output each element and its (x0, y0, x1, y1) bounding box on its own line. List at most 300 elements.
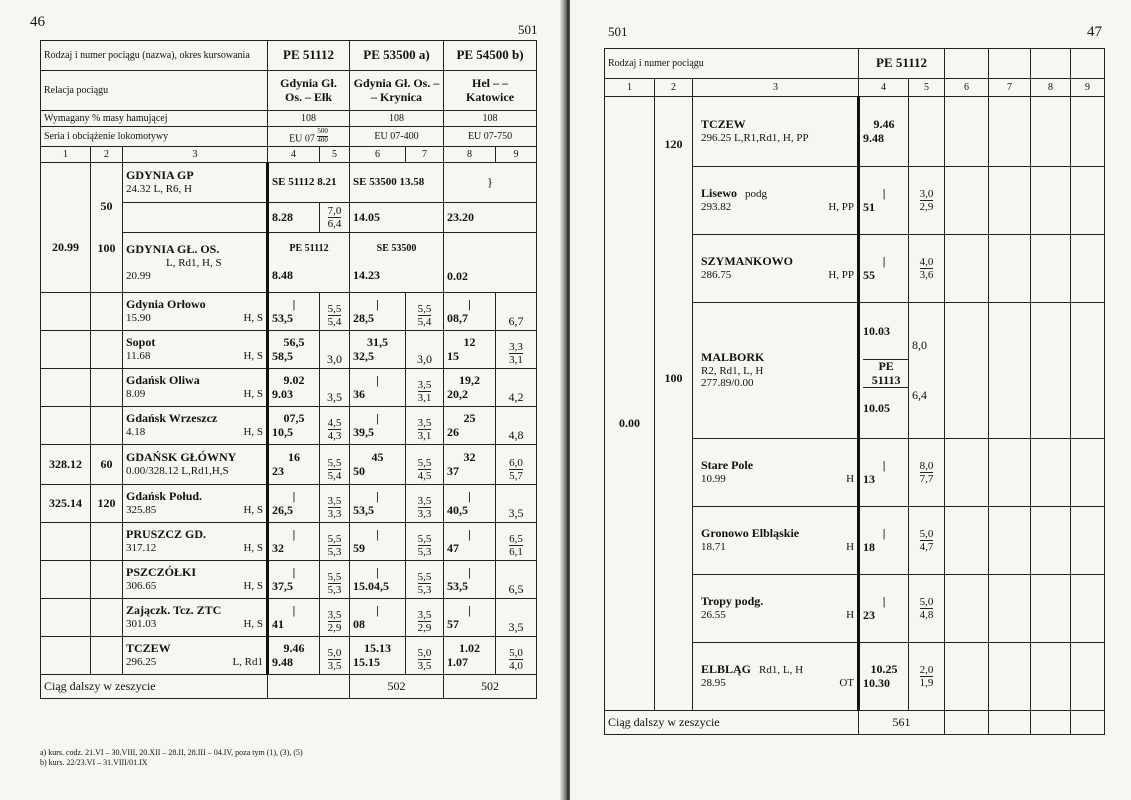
km-cell (41, 407, 91, 445)
r-time-cell-7 (859, 643, 909, 711)
fraction-top: 5,5 (327, 457, 342, 470)
col-num-8: 8 (444, 147, 496, 163)
speed-cell: 120 (91, 485, 123, 523)
station-km-row (126, 656, 263, 669)
time-top: | (376, 602, 379, 617)
speed-cell: 60 (91, 445, 123, 485)
footnotes (40, 748, 303, 767)
fraction-top: 5,5 (327, 571, 342, 584)
fraction (418, 533, 432, 558)
speed-cell (91, 637, 123, 675)
time-cell-2 (350, 331, 406, 369)
fraction (509, 341, 523, 366)
t1-val: 8.48 (272, 267, 293, 282)
fraction (418, 609, 432, 634)
right-timetable (604, 48, 1105, 735)
station-km-row (701, 541, 854, 554)
km-cell (41, 523, 91, 561)
station-signals: H, S (243, 426, 263, 439)
r-empty-cell (989, 167, 1031, 235)
right-station-rows (605, 97, 1105, 711)
station-signals: H, S (243, 350, 263, 363)
station-km: 15.90 (126, 312, 151, 325)
continuation-502b: 502 (444, 675, 537, 699)
run-cell-3 (496, 331, 537, 369)
fraction-top: 3,5 (417, 609, 432, 622)
t1-gdynia-gl (268, 233, 350, 293)
time-cell-1 (268, 561, 320, 599)
station-km2: 277.89/0.00 (701, 377, 754, 390)
time-cell-1 (268, 293, 320, 331)
time-bottom: 10,5 (272, 424, 293, 439)
t2-head: SE 53500 (376, 243, 417, 255)
r-time-cell-4 (859, 439, 909, 507)
time-cell-3 (444, 561, 496, 599)
station-name: Zajączk. Tcz. ZTC (126, 603, 222, 618)
col-num-2: 2 (91, 147, 123, 163)
r-empty-cell (1071, 643, 1105, 711)
r-empty-cell (1031, 643, 1071, 711)
fraction (328, 609, 342, 634)
r-time-dep: 10.05 (863, 401, 891, 416)
r-time-bottom: 13 (863, 471, 876, 486)
r-train-next: PE 51113 (863, 359, 909, 389)
brake-3: 108 (444, 111, 537, 127)
run-cell-1 (320, 407, 350, 445)
run-cell-1 (320, 561, 350, 599)
time-bottom: 08 (353, 616, 365, 631)
station-name: Sopot (126, 335, 156, 350)
t3-gdynia-arr: 23.20 (444, 203, 537, 233)
time-bottom: 15 (447, 348, 460, 363)
loco-3: EU 07-750 (444, 127, 537, 147)
time-top: | (468, 296, 471, 311)
time-cell-2 (350, 293, 406, 331)
train-relation-2: Gdynia Gł. Os. – – Krynica (350, 71, 444, 111)
station-km-row (126, 465, 263, 478)
train-relation-1: Gdynia Gł. Os. – Ełk (268, 71, 350, 111)
r-empty-2 (989, 49, 1031, 79)
r-time-cell-6 (859, 575, 909, 643)
time-cell-2 (350, 445, 406, 485)
fraction-top: 4,5 (327, 417, 342, 430)
time-top: | (292, 602, 296, 617)
station-name: TCZEW (701, 117, 746, 132)
r-empty-1 (945, 49, 989, 79)
fraction (418, 417, 432, 442)
station-km: 28.95 (701, 677, 726, 690)
r-time-top: 10.25 (870, 661, 898, 676)
time-bottom: 36 (353, 386, 365, 401)
time-top: 45 (371, 449, 384, 464)
loco-1 (268, 127, 350, 147)
r-station-0 (693, 97, 859, 167)
station-name: Lisewo (701, 186, 737, 201)
r-cont-e4 (1071, 711, 1105, 735)
fraction-bottom: 5,4 (417, 316, 432, 329)
km-cell (41, 561, 91, 599)
fraction-top: 5,5 (417, 571, 432, 584)
time-top: | (468, 526, 471, 541)
fraction (418, 647, 432, 672)
t3-gdynia-gl (444, 233, 537, 293)
time-top: | (468, 564, 471, 579)
loco-2: EU 07-400 (350, 127, 444, 147)
r-empty-cell (1071, 167, 1105, 235)
time-bottom: 59 (353, 540, 365, 555)
station-km: 293.82 (701, 201, 732, 214)
r-time-bottom: 10.30 (863, 675, 891, 690)
station-suffix: podg (745, 188, 767, 201)
r-time-bottom: 9.48 (863, 130, 885, 145)
fraction (328, 457, 342, 482)
t1-head: PE 51112 (289, 243, 329, 255)
station-name: PSZCZÓŁKI (126, 565, 197, 580)
fraction-bottom: 5,4 (327, 316, 342, 329)
r-empty-cell (1031, 97, 1071, 167)
r-empty-cell (945, 507, 989, 575)
r-empty-cell (945, 235, 989, 303)
time-cell-3 (444, 485, 496, 523)
r-col-2: 2 (655, 79, 693, 97)
r-time-cell-1 (859, 167, 909, 235)
r-run-cell-5 (909, 507, 945, 575)
fraction-top: 5,0 (919, 595, 934, 608)
fraction (328, 417, 342, 442)
km-cell (41, 599, 91, 637)
time-bottom: 53,5 (447, 578, 469, 593)
station-km: 4.18 (126, 426, 146, 439)
fraction (328, 647, 342, 672)
header-rodzaj: Rodzaj i numer pociągu (nazwa), okres kursowania (41, 41, 268, 71)
time-bottom: 1.07 (447, 654, 469, 669)
station-km: 8.09 (126, 388, 146, 401)
time-cell-3 (444, 445, 496, 485)
time-top: | (376, 410, 379, 425)
run-cell-3 (496, 561, 537, 599)
t2-gdynia-gl (350, 233, 444, 293)
r-time-top: | (882, 593, 886, 608)
time-bottom: 9.03 (272, 386, 293, 401)
r-cont-e1 (945, 711, 989, 735)
time-bottom: 50 (353, 463, 365, 478)
r-empty-cell (1071, 507, 1105, 575)
page-number-left: 46 (30, 14, 45, 30)
train-number-3: PE 54500 b) (444, 41, 537, 71)
fraction-top: 5,0 (509, 647, 523, 660)
station-signals: H, PP (828, 269, 855, 282)
r-run-cell-3 (909, 303, 945, 439)
r-speed-100: 100 (664, 370, 683, 385)
run-cell-3 (496, 369, 537, 407)
r-empty-cell (945, 97, 989, 167)
loco-fr-top: 500 (317, 127, 328, 135)
station-km-row (701, 677, 854, 690)
station-name: Tropy podg. (701, 594, 764, 609)
fraction (418, 495, 432, 520)
time-top: 56,5 (283, 334, 305, 349)
r-cont-e3 (1031, 711, 1071, 735)
fraction (509, 457, 523, 482)
fraction-bottom: 4,3 (327, 430, 342, 443)
r-continuation-561: 561 (859, 711, 945, 735)
fraction (920, 664, 934, 689)
time-bottom: 26 (447, 424, 460, 439)
r-col-8: 8 (1031, 79, 1071, 97)
fraction-top: 6,0 (509, 457, 523, 470)
fraction (418, 379, 432, 404)
station-name: Gdynia Orłowo (126, 297, 206, 312)
station-signals: H, S (243, 504, 263, 517)
time-top: | (376, 526, 379, 541)
station-signals: H (846, 473, 855, 486)
station-signals: H, S (243, 312, 263, 325)
fraction-bottom: 3,5 (417, 660, 432, 673)
r-empty-cell (989, 97, 1031, 167)
run-cell-2 (406, 561, 444, 599)
r-time-top: | (882, 185, 886, 200)
time-bottom: 26,5 (272, 502, 293, 517)
speed-50: 50 (100, 198, 113, 213)
time-top: 1.02 (459, 640, 481, 655)
r-col-6: 6 (945, 79, 989, 97)
running-time: 4,2 (508, 390, 524, 405)
station-km: 0.00/328.12 L,Rd1,H,S (126, 465, 229, 478)
page-number-left-sub: 501 (518, 22, 538, 37)
r-train-number: PE 51112 (859, 49, 945, 79)
time-cell-3 (444, 407, 496, 445)
run-cell-3 (496, 637, 537, 675)
r-time-arr: 10.03 (863, 323, 891, 338)
header-wymagany: Wymagany % masy hamującej (41, 111, 268, 127)
r-station-2 (693, 235, 859, 303)
t3-val: 0.02 (447, 268, 469, 283)
fraction-bottom: 5,3 (417, 584, 432, 597)
speed-cell (91, 561, 123, 599)
station-7 (123, 445, 268, 485)
station-name: Gdańsk Połud. (126, 489, 203, 504)
station-name: MALBORK (701, 349, 765, 364)
fraction-bottom: 3,1 (509, 354, 523, 367)
time-bottom: 23 (272, 463, 284, 478)
r-empty-cell (1071, 97, 1105, 167)
r-run-cell-4 (909, 439, 945, 507)
fraction-bottom: 5,3 (327, 546, 342, 559)
t1-gdynia-frac (320, 203, 350, 233)
fraction-top: 3,5 (327, 609, 342, 622)
fraction-bottom: 5,7 (509, 470, 523, 483)
run-cell-1 (320, 445, 350, 485)
time-bottom: 58,5 (272, 348, 293, 363)
run-cell-3 (496, 523, 537, 561)
run-cell-3 (496, 293, 537, 331)
station-name: TCZEW (126, 641, 171, 656)
r-km-cell (605, 97, 655, 711)
r-speed-120: 120 (664, 137, 683, 151)
station-name: ELBLĄG (701, 662, 752, 677)
time-cell-2 (350, 561, 406, 599)
r-time-bottom: 55 (863, 267, 876, 282)
time-cell-3 (444, 599, 496, 637)
time-cell-2 (350, 599, 406, 637)
r-col-3: 3 (693, 79, 859, 97)
time-top: 07,5 (283, 410, 305, 425)
station-km: 20.99 (126, 269, 151, 282)
fraction-top: 5,5 (417, 457, 432, 470)
brake-2: 108 (350, 111, 444, 127)
t1-gdynia-gp: SE 51112 8.21 (268, 163, 350, 203)
r-empty-cell (945, 575, 989, 643)
r-empty-3 (1031, 49, 1071, 79)
r-header-rodzaj: Rodzaj i numer pociągu (605, 49, 859, 79)
station-11 (123, 599, 268, 637)
loco-fr-bot: 400 (317, 135, 328, 144)
r-time-cell-5 (859, 507, 909, 575)
fraction-bottom: 3,6 (919, 268, 934, 281)
time-top: | (376, 296, 379, 311)
fraction-top: 3,3 (509, 341, 523, 354)
r-time-top: | (882, 525, 886, 540)
fraction-top: 4,0 (919, 255, 934, 268)
t2-val: 14.23 (353, 267, 380, 282)
km-cell (41, 369, 91, 407)
r-run-cell-6 (909, 575, 945, 643)
time-cell-1 (268, 523, 320, 561)
station-name: GDAŃSK GŁÓWNY (126, 450, 237, 465)
fraction (328, 495, 342, 520)
km-cell: 328.12 (41, 445, 91, 485)
time-top: 12 (463, 334, 476, 349)
r-col-7: 7 (989, 79, 1031, 97)
r-empty-cell (945, 439, 989, 507)
r-time-bottom: 51 (863, 199, 876, 214)
running-time: 6,5 (508, 582, 524, 597)
station-km: 325.85 (126, 504, 157, 517)
col-num-9: 9 (496, 147, 537, 163)
r-run-1: 8,0 (912, 337, 928, 352)
r-empty-cell (989, 643, 1031, 711)
fraction-top: 6,5 (509, 533, 523, 546)
fraction-bottom: 5,3 (327, 584, 342, 597)
r-time-top: 9.46 (873, 116, 895, 131)
r-time-top: | (882, 457, 886, 472)
station-km: 301.03 (126, 618, 157, 631)
frac-top: 7,0 (327, 204, 342, 217)
r-empty-cell (1071, 235, 1105, 303)
r-empty-cell (989, 235, 1031, 303)
r-empty-cell (1071, 303, 1105, 439)
fraction-bottom: 3,5 (327, 660, 342, 673)
r-empty-cell (989, 507, 1031, 575)
station-signals: L, Rd1, H, S (166, 256, 222, 269)
fraction (328, 533, 342, 558)
run-cell-2 (406, 523, 444, 561)
time-cell-3 (444, 523, 496, 561)
run-cell-2 (406, 293, 444, 331)
station-km: 296.25 L,R1,Rd1, H, PP (701, 132, 809, 145)
fraction-bottom: 3,3 (417, 508, 432, 521)
r-empty-cell (1031, 303, 1071, 439)
fraction (418, 457, 432, 482)
r-run-cell-7 (909, 643, 945, 711)
speed-100: 100 (97, 240, 116, 255)
r-station-5 (693, 507, 859, 575)
station-5 (123, 369, 268, 407)
fraction-bottom: 4,7 (919, 540, 934, 553)
page-number-right-sub: 501 (608, 24, 628, 39)
time-top: | (376, 564, 379, 579)
station-km-row (701, 609, 854, 622)
fraction-bottom: 4,8 (919, 608, 934, 621)
station-km-row (701, 201, 854, 214)
run-cell-1 (320, 369, 350, 407)
station-head (701, 187, 854, 201)
r-empty-cell (989, 575, 1031, 643)
t3-gdynia-gp: } (444, 163, 537, 203)
station-name: Stare Pole (701, 458, 754, 473)
fraction-bottom: 3,3 (327, 508, 342, 521)
time-bottom: 41 (272, 616, 284, 631)
station-signals: H (846, 609, 855, 622)
time-bottom: 53,5 (272, 310, 293, 325)
header-seria: Seria i obciążenie lokomotywy (41, 127, 268, 147)
station-km-row (126, 312, 263, 325)
r-empty-cell (1031, 439, 1071, 507)
run-cell-1 (320, 293, 350, 331)
station-km-row (126, 350, 263, 363)
time-cell-3 (444, 369, 496, 407)
station-name: GDYNIA GŁ. OS. (126, 242, 220, 257)
r-speed-cell (655, 97, 693, 711)
r-continuation-label: Ciąg dalszy w zeszycie (605, 711, 859, 735)
station-km-row (126, 504, 263, 517)
r-cont-e2 (989, 711, 1031, 735)
time-cell-2 (350, 523, 406, 561)
km-cell (41, 293, 91, 331)
r-col-5: 5 (909, 79, 945, 97)
r-empty-4 (1071, 49, 1105, 79)
time-bottom: 15.04,5 (353, 578, 389, 593)
time-top: | (376, 372, 379, 387)
left-station-rows (41, 293, 537, 675)
r-col-1: 1 (605, 79, 655, 97)
time-bottom: 47 (447, 540, 460, 555)
col-num-5: 5 (320, 147, 350, 163)
run-cell-1 (320, 523, 350, 561)
station-name: PRUSZCZ GD. (126, 527, 207, 542)
time-cell-3 (444, 331, 496, 369)
run-cell-2 (406, 599, 444, 637)
run-cell-1 (320, 599, 350, 637)
station-spacer (123, 203, 268, 233)
running-time: 6,7 (508, 314, 524, 329)
fraction (328, 303, 342, 328)
station-km-row (126, 618, 263, 631)
r-empty-cell (1031, 167, 1071, 235)
col-num-3: 3 (123, 147, 268, 163)
continuation-label: Ciąg dalszy w zeszycie (41, 675, 268, 699)
station-signals: H, S (243, 618, 263, 631)
r-station-7 (693, 643, 859, 711)
fraction (418, 303, 432, 328)
station-10 (123, 561, 268, 599)
station-name: GDYNIA GP (126, 168, 194, 183)
r-empty-cell (1031, 507, 1071, 575)
time-top: 25 (463, 410, 476, 425)
time-bottom: 57 (447, 616, 460, 631)
time-top: | (468, 602, 471, 617)
left-timetable (40, 40, 537, 699)
